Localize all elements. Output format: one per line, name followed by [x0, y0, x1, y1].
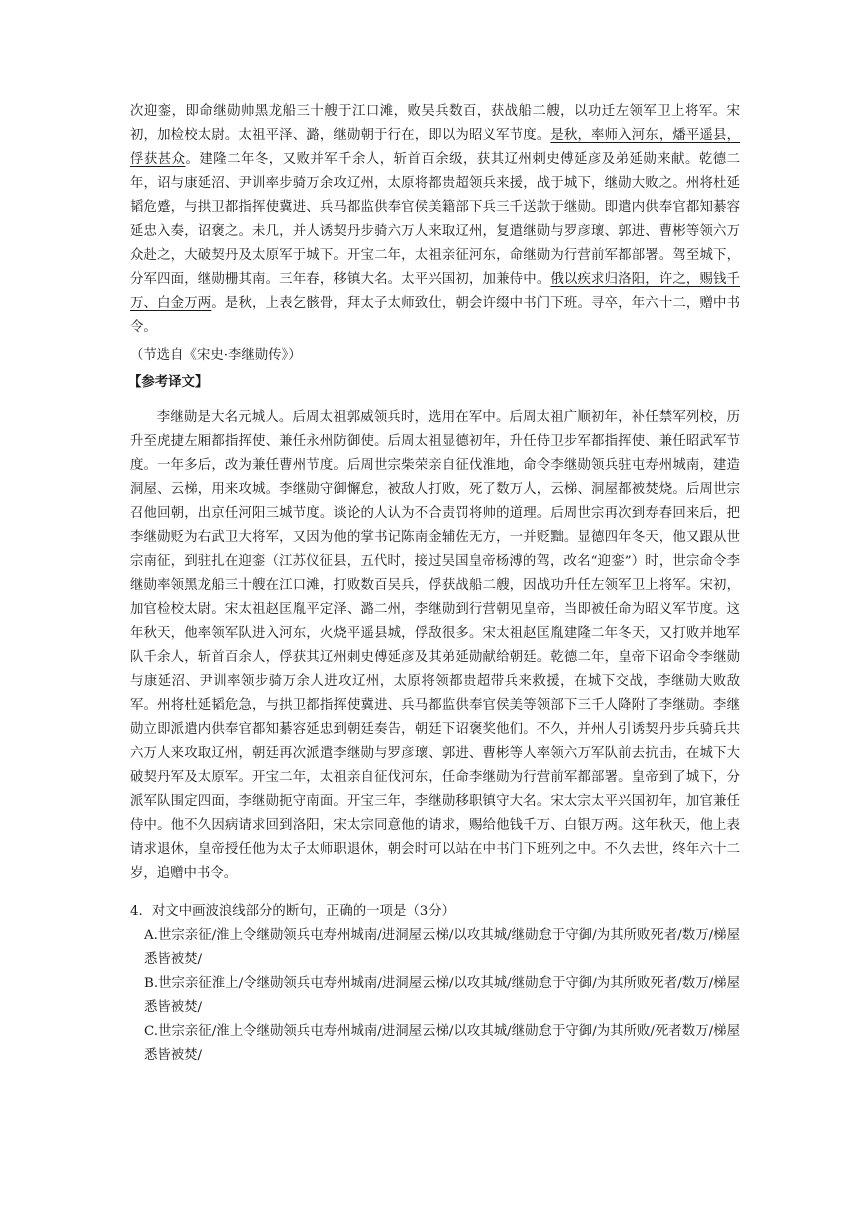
document-page [130, 100, 740, 1068]
passage-text: 。建隆二年冬，又败并军千余人，斩首百余级，获其辽州刺史傅延彦及弟延勋来献。乾德二年，诏与康延沼、尹训率步骑万余攻辽州，太原将都贵超领兵来援，战于城下，继勋大败之。州将杜延韬危蹙，与拱卫都指挥使冀进、兵马都监供奉官侯美籍部下兵三千送款于继勋。即遣内供奉官都知綦容延忠入奏，诏褒之。未几，并人诱契丹步骑六万人来取辽州，复遣继勋与罗彦瓌、郭进、曹彬等领六万众赴之，大破契丹及太原军于城下。开宝二年，太祖亲征河东，命继勋为行营前军都部署。驾至城下，分军四面，继勋栅其南。三年春，移镇大名。太平兴国初，加兼侍中。 [130, 152, 740, 287]
option-a: A.世宗亲征/淮上令继勋领兵屯寿州城南/进洞屋云梯/以攻其城/继勋怠于守御/为其所败死者/数万/梯屋悉皆被焚/ [144, 928, 740, 967]
option-b: B.世宗亲征淮上/令继勋领兵屯寿州城南/进洞屋云梯/以攻其城/继勋怠于守御/为其所败死者/数万/梯屋悉皆被焚/ [144, 976, 740, 1015]
option-c: C.世宗亲征/淮上令继勋领兵屯寿州城南/进洞屋云梯/以攻其城/继勋怠于守御/为其所败/死者数万/梯屋悉皆被焚/ [144, 1024, 740, 1063]
passage-source: （节选自《宋史·李继勋传》） [130, 348, 302, 363]
translation-heading: 【参考译文】 [128, 374, 209, 390]
question-stem: 4．对文中画波浪线部分的断句，正确的一项是（3分） [130, 904, 456, 919]
translation-text: 李继勋是大名元城人。后周太祖郭威领兵时，选用在军中。后周太祖广顺初年，补任禁军列校，历升至虎捷左厢都指挥使、兼任永州防御使。后周太祖显德初年，升任侍卫步军都指挥使、兼任昭武军节度。一年多后，改为兼任曹州节度。后周世宗柴荣亲自征伐淮地，命令李继勋领兵驻屯寿州城南，建造洞屋、云梯，用来攻城。李继勋守御懈怠，被敌人打败，死了数万人，云梯、洞屋都被焚烧。后周世宗召他回朝，出京任河阳三城节度。谈论的人认为不合责罚将帅的道理。后周世宗再次到寿春回来后，把李继勋贬为右武卫大将军，又因为他的掌书记陈南金辅佐无方，一并贬黜。显德四年冬天，他又跟从世宗南征，到驻扎在迎銮（江苏仪征县，五代时，接过吴国皇帝杨溥的驾，改名“迎銮”）时，世宗命令李继勋率领黑龙船三十艘在江口滩，打败数百吴兵，俘获战船二艘，因战功升任左领军卫上将军。宋初，加官检校太尉。宋太祖赵匡胤平定泽、潞二州，李继勋到行营朝见皇帝，当即被任命为昭义军节度。这年秋天，他率领军队进入河东，火烧平遥县城，俘敌很多。宋太祖赵匡胤建隆二年冬天，又打败并地军队千余人，斩首百余人，俘获其辽州刺史傅延彦及其弟延勋献给朝廷。乾德二年，皇帝下诏命令李继勋与康延沼、尹训率领步骑万余人进攻辽州，太原将领都贵超带兵来救援，在城下交战，李继勋大败敌军。州将杜延韬危急，与拱卫都指挥使冀进、兵马都监供奉官侯美等领部下三千人降附了李继勋。李继勋立即派遣内供奉官都知綦容延忠到朝廷奏告，朝廷下诏褒奖他们。不久，并州人引诱契丹步兵骑兵共六万人来攻取辽州，朝廷再次派遣李继勋与罗彦瓌、郭进、曹彬等人率领六万军队前去抗击，在城下大破契丹军及太原军。开宝二年，太祖亲自征伐河东，任命李继勋为行营前军都部署。皇帝到了城下，分派军队围定四面，李继勋扼守南面。开宝三年，李继勋移职镇守大名。宋太宗太平兴国初年，加官兼任侍中。他不久因病请求回到洛阳，宋太宗同意他的请求，赐给他钱千万、白银万两。这年秋天，他上表请求退休，皇帝授任他为太子太师职退休，朝会时可以站在中书门下班列之中。不久去世，终年六十二岁，追赠中书令。 [130, 410, 740, 881]
passage-text: 。是秋，上表乞骸骨，拜太子太师致仕，朝会许缀中书门下班。寻卒，年六十二，赠中书令。 [130, 296, 741, 335]
passage-text: 次迎銮，即命继勋帅黑龙船三十艘于江口滩，败吴兵数百，获战船二艘，以功迁左领军卫上将军。宋初，加检校太尉。太祖平泽、潞，继勋朝于行在，即以为昭义军节度。 [130, 104, 740, 143]
underlined-sentence: 俄以疾求归洛阳，许之，赐钱千万、白金万两 [130, 272, 741, 311]
classical-passage [130, 100, 740, 340]
underlined-sentence: 是秋，率师入河东，燔平遥县，俘获甚众 [130, 128, 741, 167]
question-block [130, 900, 740, 1068]
